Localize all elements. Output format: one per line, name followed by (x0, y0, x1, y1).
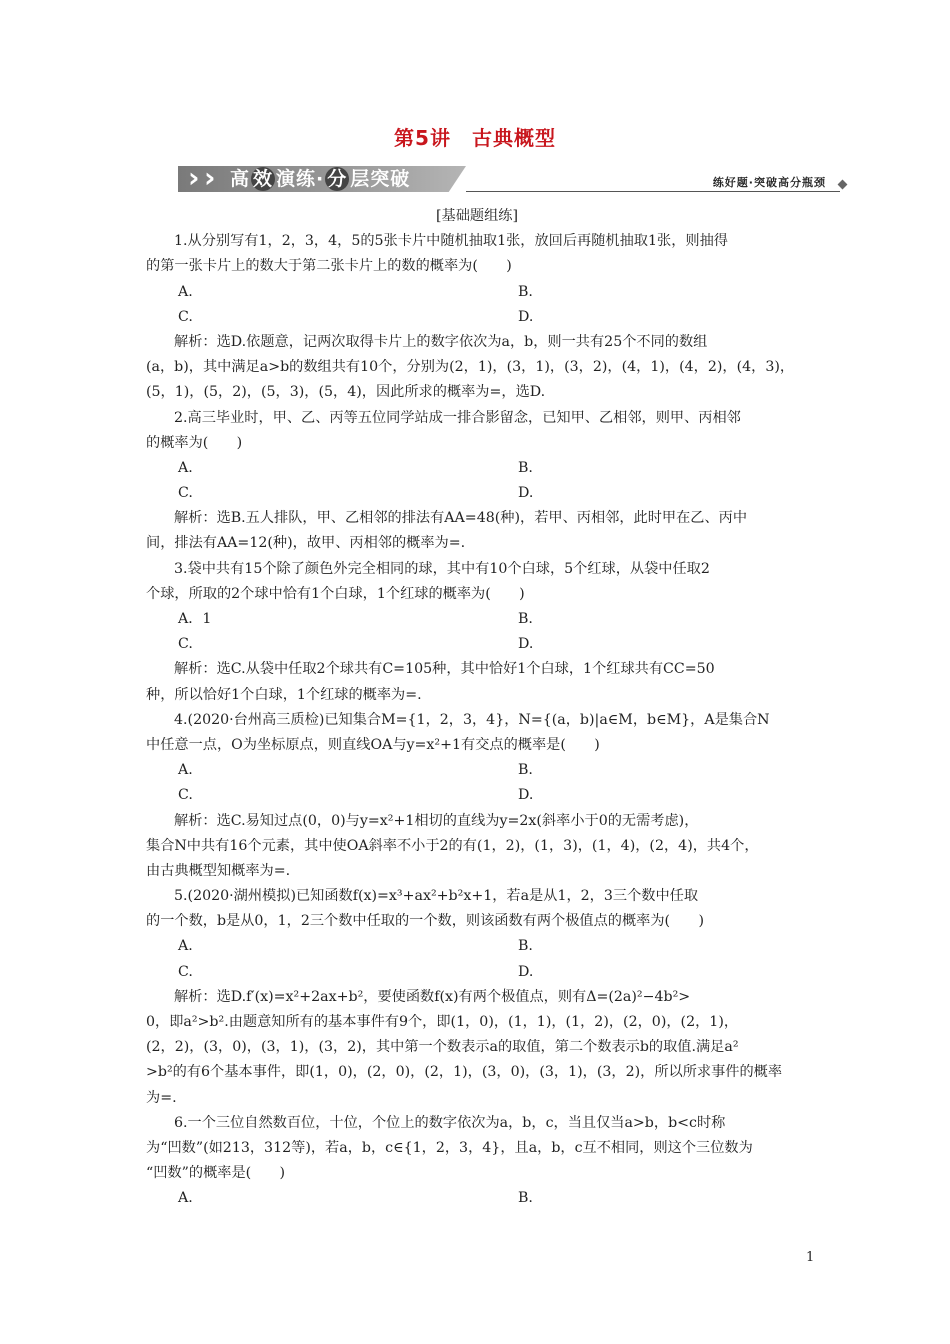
option-c: C. (178, 636, 193, 653)
text-line: 4.(2020·台州高三质检)已知集合M={1，2，3，4}，N={(a，b)|a∈M，b∈M}，A是集合N (174, 711, 770, 728)
option-row (146, 783, 808, 808)
option-row (146, 456, 808, 481)
text-line: (a，b)，其中满足a>b的数组共有10个，分别为(2，1)，(3，1)，(3，2)，(4，1)，(4，2)，(4，3)， (146, 359, 795, 376)
text-line: 集合N中共有16个元素，其中使OA斜率不小于2的有(1，2)，(1，3)，(1，4)，(2，4)，共4个， (146, 837, 759, 854)
section-banner (178, 162, 850, 194)
text-line: 为=. (146, 1089, 177, 1106)
option-b: B. (518, 611, 533, 627)
text-line: 由古典概型知概率为=. (146, 862, 291, 879)
text-line: 解析：选B.五人排队，甲、乙相邻的排法有AA=48(种)，若甲、丙相邻，此时甲在乙、丙中 (174, 510, 748, 527)
option-d: D. (518, 963, 534, 980)
option-b: B. (518, 938, 533, 955)
banner-circle-char: 分 (327, 168, 348, 190)
option-row (146, 607, 808, 632)
option-row (146, 481, 808, 506)
option-b: B. (518, 1190, 533, 1207)
option-row (146, 1186, 808, 1211)
text-line: 2.高三毕业时，甲、乙、丙等五位同学站成一排合影留念，已知甲、乙相邻，则甲、丙相邻 (174, 409, 741, 426)
text-line: 解析：选C.易知过点(0，0)与y=x²+1相切的直线为y=2x(斜率小于0的无需考虑)， (174, 812, 699, 829)
option-a: A. (178, 459, 193, 476)
text-line: 5.(2020·湖州模拟)已知函数f(x)=x³+ax²+b²x+1，若a是从1，2，3三个数中任取 (174, 888, 699, 905)
option-row (146, 280, 808, 305)
option-row (146, 632, 808, 657)
option-a: A. (178, 283, 193, 300)
option-c: C. (178, 485, 193, 502)
exercise-content (146, 204, 808, 1212)
banner-title (230, 165, 410, 193)
text-line: 间，排法有AA=12(种)，故甲、丙相邻的概率为=. (146, 535, 466, 552)
option-row (146, 934, 808, 959)
text-line: 解析：选D.f′(x)=x²+2ax+b²，要使函数f(x)有两个极值点，则有Δ=(2a)²−4b²> (174, 988, 691, 1005)
chevron-right-icon: › (188, 161, 200, 194)
text-line: 解析：选D.依题意，记两次取得卡片上的数字依次为a，b，则一共有25个不同的数组 (174, 333, 708, 350)
chevron-right-icon: › (204, 161, 216, 194)
option-row (146, 305, 808, 330)
option-a: A. (178, 938, 193, 955)
option-row (146, 960, 808, 985)
option-c: C. (178, 787, 193, 804)
option-d: D. (518, 787, 534, 804)
option-b: B. (518, 283, 533, 300)
option-b: B. (518, 762, 533, 779)
option-row (146, 758, 808, 783)
option-a: A. (178, 1190, 193, 1207)
text-line: >b²的有6个基本事件，即(1，0)，(2，0)，(2，1)，(3，0)，(3，1)，(3，2)，所以所求事件的概率 (146, 1064, 783, 1081)
text-line: (5，1)，(5，2)，(5，3)，(5，4)，因此所求的概率为=，选D. (146, 384, 546, 401)
text-line: 解析：选C.从袋中任取2个球共有C=105种，其中恰好1个白球，1个红球共有CC=50 (174, 661, 715, 678)
banner-slogan: 练好题·突破高分瓶颈 (712, 176, 826, 189)
banner-text-part: 演练· (276, 168, 325, 190)
text-line: 6.一个三位自然数百位，十位，个位上的数字依次为a，b，c，当且仅当a>b，b<c时称 (174, 1114, 726, 1131)
page-title: 第5讲 古典概型 (394, 126, 556, 150)
option-d: D. (518, 485, 534, 502)
option-a: A. (178, 762, 193, 779)
text-line: 1.从分别写有1，2，3，4，5的5张卡片中随机抽取1张，放回后再随机抽取1张，则抽得 (174, 233, 728, 250)
banner-text-part: 高 (230, 168, 251, 190)
option-d: D. (518, 636, 534, 653)
option-d: D. (518, 308, 534, 325)
text-line: 3.袋中共有15个除了颜色外完全相同的球，其中有10个白球，5个红球，从袋中任取2 (174, 560, 710, 577)
banner-text-part: 层突破 (350, 168, 411, 190)
text-line: 为“凹数”(如213，312等)，若a，b，c∈{1，2，3，4}，且a，b，c互不相同，则这个三位数为 (146, 1139, 753, 1156)
text-line: (2，2)，(3，0)，(3，1)，(3，2)，其中第一个数表示a的取值，第二个数表示b的取值.满足a² (146, 1039, 739, 1056)
text-line: 0，即a²>b².由题意知所有的基本事件有9个，即(1，0)，(1，1)，(1，2)，(2，0)，(2，1)， (146, 1014, 739, 1030)
option-b: B. (518, 459, 533, 476)
text-line: 种，所以恰好1个白球，1个红球的概率为=. (146, 686, 422, 703)
text-line: 的第一张卡片上的数大于第二张卡片上的数的概率为( ) (146, 258, 512, 275)
option-a: A．1 (178, 611, 212, 627)
text-line: “凹数”的概率是( ) (146, 1165, 286, 1182)
banner-circle-char: 效 (253, 168, 274, 190)
page-number: 1 (806, 1250, 815, 1265)
section-heading: [基础题组练] (435, 208, 518, 224)
text-line: 的概率为( ) (146, 434, 243, 451)
diamond-icon (838, 180, 848, 190)
text-line: 中任意一点，O为坐标原点，则直线OA与y=x²+1有交点的概率是( ) (146, 736, 600, 753)
text-line: 个球，所取的2个球中恰有1个白球，1个红球的概率为( ) (146, 585, 525, 602)
text-line: 的一个数，b是从0，1，2三个数中任取的一个数，则该函数有两个极值点的概率为( ) (146, 913, 704, 930)
banner-divider (466, 191, 840, 192)
option-c: C. (178, 963, 193, 980)
option-c: C. (178, 308, 193, 325)
